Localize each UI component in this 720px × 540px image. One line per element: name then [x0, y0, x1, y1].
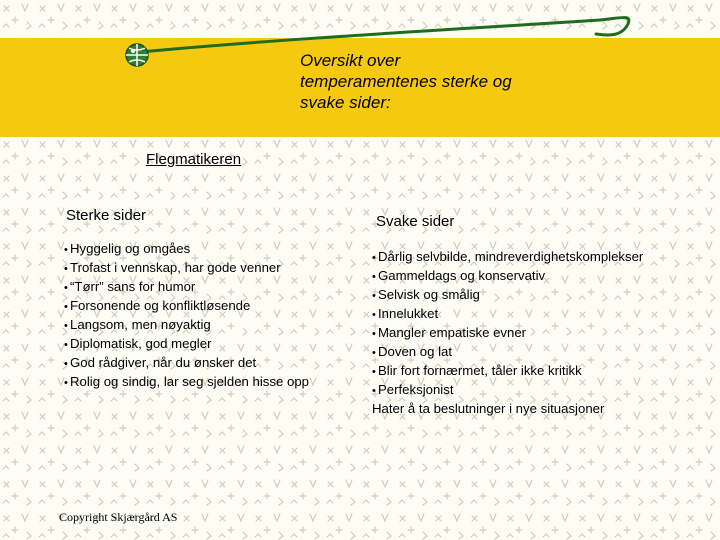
list-item: • Gammeldags og konservativ [372, 268, 546, 283]
list-item: • Diplomatisk, god megler [64, 336, 212, 351]
list-item-text: God rådgiver, når du ønsker det [70, 355, 257, 370]
list-item-text: Langsom, men nøyaktig [70, 317, 211, 332]
list-item: • Doven og lat [372, 344, 453, 359]
list-item-text: Rolig og sindig, lar seg sjelden hisse opp [70, 374, 309, 389]
list-item-text: Selvisk og smålig [378, 287, 480, 302]
slide-title [300, 50, 660, 113]
list-item-text: “Tørr” sans for humor [70, 279, 196, 294]
list-item: • Dårlig selvbilde, mindreverdighetskomplekser [372, 249, 644, 264]
globe-icon [124, 42, 150, 68]
list-item-text: Blir fort fornærmet, tåler ikke kritikk [378, 363, 582, 378]
list-item-text: Innelukket [378, 306, 439, 321]
list-item: • Hyggelig og omgåes [64, 241, 191, 256]
list-item: • Mangler empatiske evner [372, 325, 527, 340]
slide-subtitle: Flegmatikeren [146, 151, 242, 168]
list-item-text: Perfeksjonist [378, 382, 454, 397]
list-item-text: Hyggelig og omgåes [70, 241, 191, 256]
list-item-text: Dårlig selvbilde, mindreverdighetskomplekser [378, 249, 644, 264]
list-item: • Langsom, men nøyaktig [64, 317, 211, 332]
title-line: svake sider: [300, 93, 391, 112]
list-item: • “Tørr” sans for humor [64, 279, 196, 294]
weaknesses-list [372, 248, 643, 417]
list-item: • Innelukket [372, 306, 439, 321]
list-item-text: Gammeldags og konservativ [378, 268, 546, 283]
list-item-text: Diplomatisk, god megler [70, 336, 212, 351]
strengths-list [64, 240, 309, 392]
strengths-heading: Sterke sider [66, 207, 147, 224]
list-item-text: Forsonende og konfliktløsende [70, 298, 251, 313]
list-item: • Blir fort fornærmet, tåler ikke kritikk [372, 363, 582, 378]
list-item: • God rådgiver, når du ønsker det [64, 355, 257, 370]
list-item-text: Trofast i vennskap, har gode venner [70, 260, 281, 275]
list-item: • Selvisk og smålig [372, 287, 480, 302]
list-item-text: Mangler empatiske evner [378, 325, 527, 340]
list-item: • Perfeksjonist [372, 382, 454, 397]
list-item-text: Doven og lat [378, 344, 453, 359]
copyright-footer: Copyright Skjærgård AS [59, 510, 178, 524]
list-item: • Forsonende og konfliktløsende [64, 298, 251, 313]
list-item-plain [372, 400, 643, 417]
title-line: temperamentenes sterke og [300, 72, 512, 91]
list-item-text: Hater å ta beslutninger i nye situasjoner [372, 401, 605, 416]
weaknesses-heading: Svake sider [376, 213, 455, 230]
title-line: Oversikt over [300, 51, 401, 70]
list-item: • Rolig og sindig, lar seg sjelden hisse opp [64, 374, 309, 389]
list-item: • Trofast i vennskap, har gode venner [64, 260, 281, 275]
